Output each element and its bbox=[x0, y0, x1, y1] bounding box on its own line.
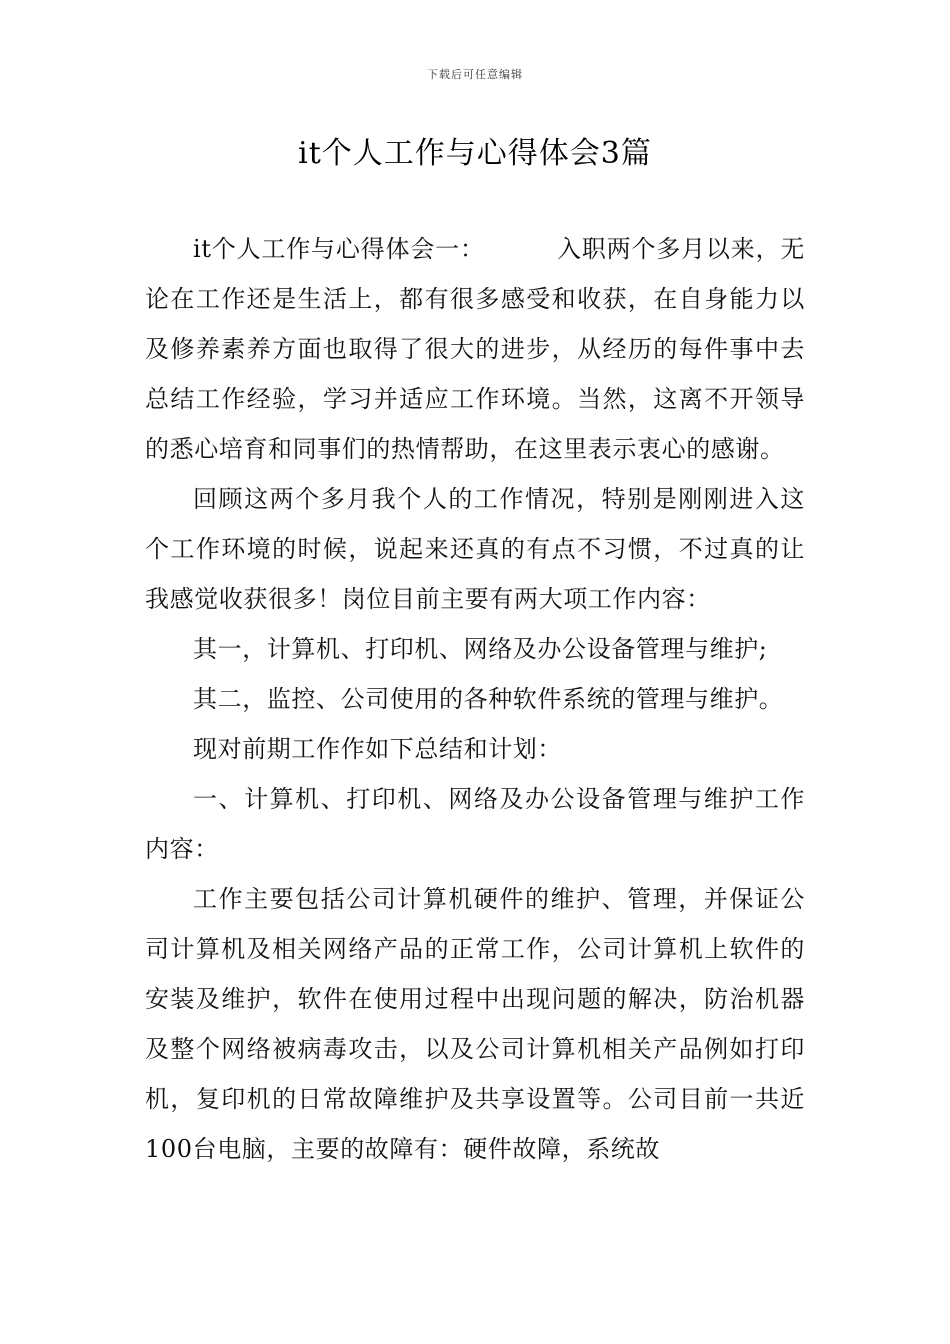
paragraph: 其二，监控、公司使用的各种软件系统的管理与维护。 bbox=[193, 685, 784, 713]
section-heading: 一、计算机、打印机、网络及办公设备管理与维护工作内容： bbox=[145, 785, 805, 863]
paragraph-intro bbox=[145, 224, 805, 474]
paragraph: 现对前期工作作如下总结和计划： bbox=[193, 735, 562, 763]
paragraph: 工作主要包括公司计算机硬件的维护、管理，并保证公司计算机及相关网络产品的正常工作，公司计算机上软件的安装及维护，软件在使用过程中出现问题的解决，防治机器及整个网络被病毒攻击，以及公司计算机相关产品例如打印机，复印机的日常故障维护及共享设置等。公司目前一共近100台电脑，主要的故障有：硬件故障，系统故 bbox=[145, 885, 805, 1163]
document-body bbox=[145, 224, 805, 1174]
paragraph-text: 入职两个多月以来，无论在工作还是生活上，都有很多感受和收获，在自身能力以及修养素养方面也取得了很大的进步，从经历的每件事中去总结工作经验，学习并适应工作环境。当然，这离不开领导的悉心培育和同事们的热情帮助，在这里表示衷心的感谢。 bbox=[145, 235, 805, 463]
intro-label: it个人工作与心得体会一： bbox=[193, 235, 485, 263]
header-note: 下载后可任意编辑 bbox=[427, 68, 523, 81]
paragraph: 回顾这两个多月我个人的工作情况，特别是刚刚进入这个工作环境的时候，说起来还真的有点不习惯，不过真的让我感觉收获很多！岗位目前主要有两大项工作内容： bbox=[145, 485, 805, 613]
document-title: it个人工作与心得体会3篇 bbox=[298, 136, 652, 171]
paragraph: 其一，计算机、打印机、网络及办公设备管理与维护; bbox=[193, 635, 768, 663]
